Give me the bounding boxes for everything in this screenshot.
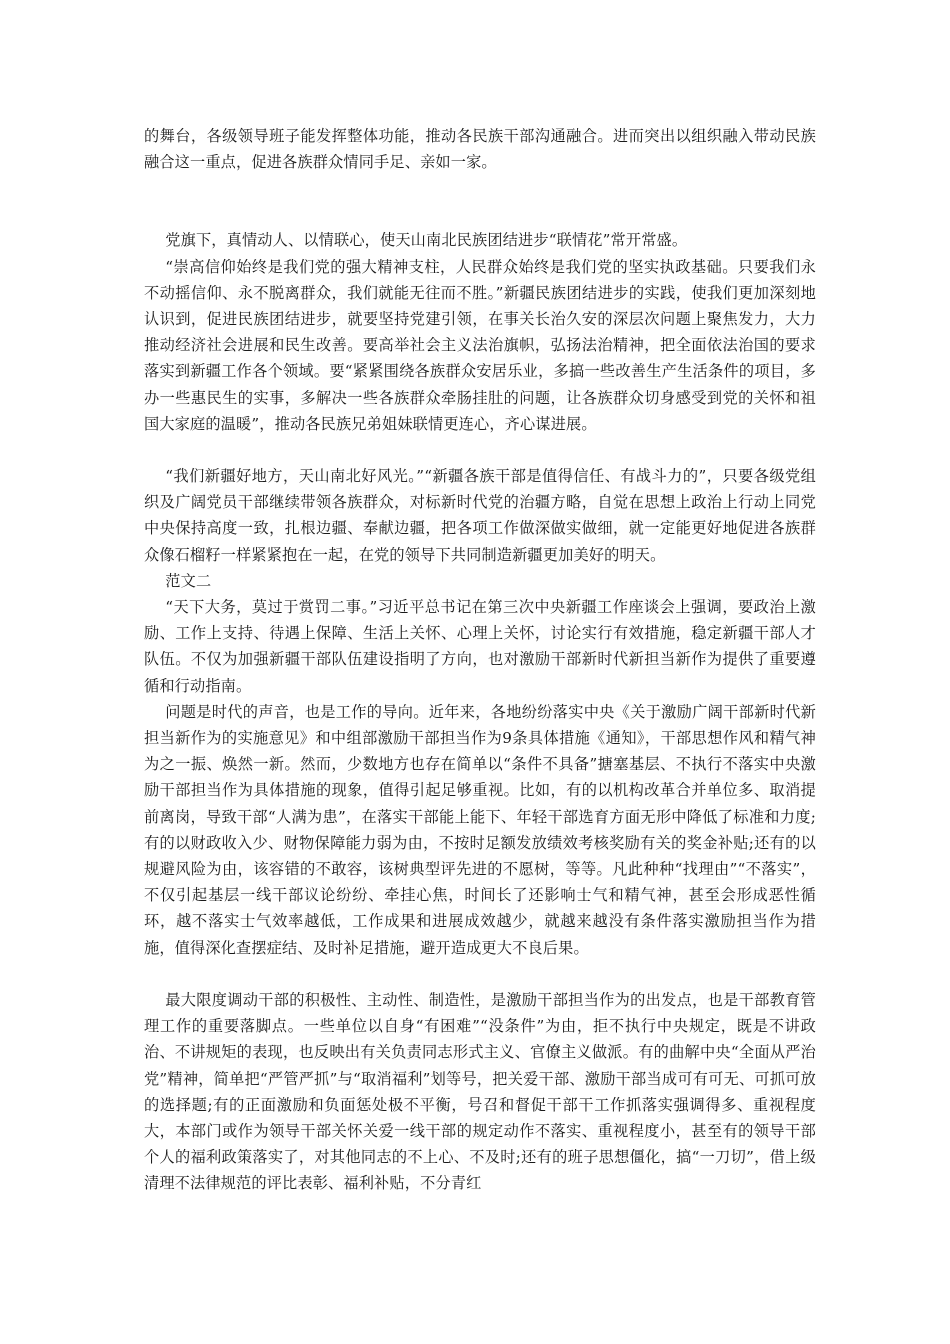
- section-heading: 范文二: [165, 571, 212, 590]
- paragraph-party-flag: 党旗下，真情动人、以情联心，使天山南北民族团结进步“联情花”常开常盛。: [165, 231, 688, 250]
- paragraph-problem-voice: 问题是时代的声音，也是工作的导向。近年来，各地纷纷落实中央《关于激励广阔干部新时代新担当新作为的实施意见》和中组部激励干部担当作为9条具体措施《通知》，干部思想作风和精气神为之一振、焕然一新。然而，少数地方也存在简单以“条件不具备”搪塞基层、不执行不落实中央激励干部担当作为具体措施的现象，值得引起足够重视。比如，有的以机构改革合并单位多、取消提前离岗，导致干部“人满为患”，在落实干部能上能下、年轻干部选育方面无形中降低了标准和力度;有的以财政收入少、财物保障能力弱为由，不按时足额发放绩效考核奖励有关的奖金补贴;还有的以规避风险为由，该容错的不敢容，该树典型评先进的不愿树，等等。凡此种种“找理由”“不落实”，不仅引起基层一线干部议论纷纷、牵挂心焦，时间长了还影响士气和精气神，甚至会形成恶性循环，越不落实士气效率越低，工作成果和进展成效越少，就越来越没有条件落实激励担当作为措施，值得深化查摆症结、及时补足措施，避开造成更大不良后果。: [144, 702, 816, 957]
- document-body: [144, 123, 816, 1197]
- paragraph-motivation: 最大限度调动干部的积极性、主动性、制造性，是激励干部担当作为的出发点，也是干部教育管理工作的重要落脚点。一些单位以自身“有困难”“没条件”为由，拒不执行中央规定，既是不讲政治、不讲规矩的表现，也反映出有关负责同志形式主义、官僚主义做派。有的曲解中央“全面从严治党”精神，简单把“严管严抓”与“取消福利”划等号，把关爱干部、激励干部当成可有可无、可抓可放的选择题;有的正面激励和负面惩处极不平衡，号召和督促干部干工作抓落实强调得多、重视程度大，本部门或作为领导干部关怀关爱一线干部的规定动作不落实、重视程度小，甚至有的领导干部个人的福利政策落实了，对其他同志的不上心、不及时;还有的班子思想僵化，搞“一刀切”，借上级清理不法律规范的评比表彰、福利补贴，不分青红: [144, 990, 816, 1193]
- paragraph-faith-quote: “崇高信仰始终是我们党的强大精神支柱，人民群众始终是我们党的坚实执政基础。只要我们永不动摇信仰、永不脱离群众，我们就能无往而不胜。”新疆民族团结进步的实践，使我们更加深刻地认识到，促进民族团结进步，就要坚持党建引领，在事关长治久安的深层次问题上聚焦发力，大力推动经济社会进展和民生改善。要高举社会主义法治旗帜，弘扬法治精神，把全面依法治国的要求落实到新疆工作各个领域。要“紧紧围绕各族群众安居乐业，多搞一些改善生产生活条件的项目，多办一些惠民生的实事，多解决一些各族群众牵肠挂肚的问题，让各族群众切身感受到党的关怀和祖国大家庭的温暖”，推动各民族兄弟姐妹联情更连心，齐心谋进展。: [144, 257, 816, 433]
- paragraph-reward-punishment: “天下大务，莫过于赏罚二事。”习近平总书记在第三次中央新疆工作座谈会上强调，要政治上激励、工作上支持、待遇上保障、生活上关怀、心理上关怀，讨论实行有效措施，稳定新疆干部人才队伍。不仅为加强新疆干部队伍建设指明了方向，也对激励干部新时代新担当新作为提供了重要遵循和行动指南。: [144, 598, 816, 695]
- paragraph-continuation: 的舞台，各级领导班子能发挥整体功能，推动各民族干部沟通融合。进而突出以组织融入带动民族融合这一重点，促进各族群众情同手足、亲如一家。: [144, 127, 816, 172]
- paragraph-xinjiang-scenery: “我们新疆好地方，天山南北好风光。”“新疆各族干部是值得信任、有战斗力的”，只要各级党组织及广阔党员干部继续带领各族群众，对标新时代党的治疆方略，自觉在思想上政治上行动上同党中央保持高度一致，扎根边疆、奉献边疆，把各项工作做深做实做细，就一定能更好地促进各族群众像石榴籽一样紧紧抱在一起，在党的领导下共同制造新疆更加美好的明天。: [144, 467, 816, 564]
